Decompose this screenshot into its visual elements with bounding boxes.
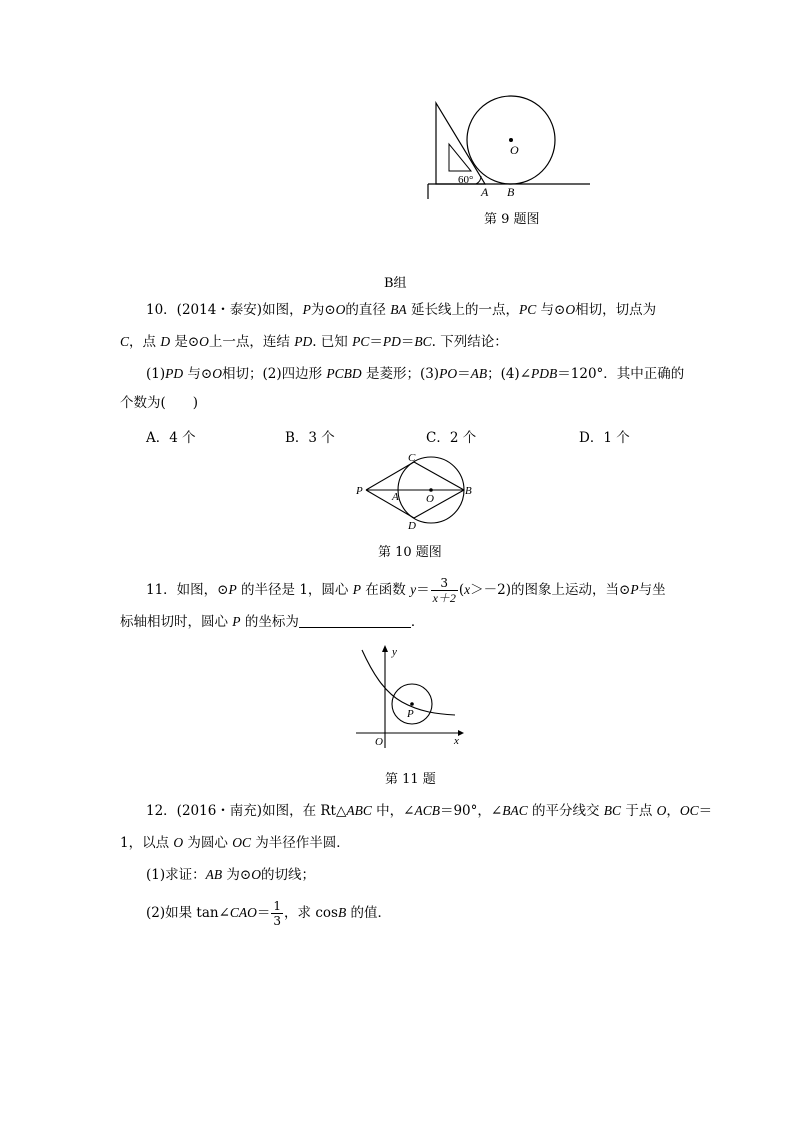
q12-sub-2: (2)如果 tan∠CAO＝ $\frac{1}{3}$ ，求 cosB 的值． (146, 899, 392, 928)
figure-9 (420, 95, 600, 205)
fig10-label-b: B (465, 485, 472, 497)
q10-line-4: 个数为( ) (120, 395, 199, 411)
q11-answer-blank[interactable] (299, 613, 411, 628)
figure-9-diagram (420, 95, 600, 205)
q12-line-1: 12．(2016・南充)如图，在 Rt△ABC 中，∠ACB＝90°，∠BAC 的平分线交 BC 于点 O，OC＝ (146, 803, 713, 819)
fig11-label-p: P (407, 708, 414, 720)
group-b-heading: B组 (384, 276, 407, 291)
fig10-label-c: C (408, 452, 416, 464)
q12-fraction: $\frac{1}{3}$ (273, 899, 282, 928)
fig9-label-a: A (481, 185, 489, 199)
fig10-label-d: D (408, 520, 416, 532)
fig10-label-a: A (392, 491, 399, 503)
fig10-label-o: O (426, 493, 434, 505)
figure-11 (352, 642, 467, 752)
q12-sub-1: (1)求证：AB 为⊙O的切线； (146, 867, 315, 883)
fig9-label-b: B (507, 185, 515, 199)
fig11-label-y: y (392, 646, 397, 658)
fig11-label-x: x (454, 735, 459, 747)
q10-line-1: 10．(2014・泰安)如图，P为⊙O的直径 BA 延长线上的一点，PC 与⊙O相切，切点为 (146, 302, 657, 318)
fig9-label-o: O (510, 143, 519, 157)
q10-option-c: C．2 个 (426, 430, 477, 446)
figure-11-caption: 第 11 题 (385, 772, 436, 787)
q10-option-a: A．4 个 (146, 430, 196, 446)
q10-line-2: C，点 D 是⊙O上一点，连结 PD. 已知 PC＝PD＝BC. 下列结论： (120, 334, 508, 350)
figure-11-diagram (352, 642, 467, 752)
figure-10-diagram (352, 452, 477, 532)
q11-line-1: 11．如图，⊙P 的半径是 1，圆心 P 在函数 y＝ $\frac{3}{x+2}$ (x＞－2)的图象上运动，当⊙P与坐 (146, 576, 666, 605)
q11-line-2: 标轴相切时，圆心 P 的坐标为 ． (120, 614, 425, 630)
figure-10 (352, 452, 477, 532)
q11-fraction: $\frac{3}{x+2}$ (432, 576, 456, 605)
fig9-angle-label: 60° (458, 174, 474, 186)
q10-option-d: D．1 个 (579, 430, 630, 446)
figure-9-caption: 第 9 题图 (484, 212, 540, 227)
q10-option-b: B．3 个 (285, 430, 335, 446)
q10-line-3: (1)PD 与⊙O相切；(2)四边形 PCBD 是菱形；(3)PO＝AB；(4)∠PDB＝120°．其中正确的 (146, 366, 685, 382)
q12-line-2: 1，以点 O 为圆心 OC 为半径作半圆． (120, 835, 350, 851)
fig11-label-o: O (375, 736, 383, 748)
figure-10-caption: 第 10 题图 (378, 545, 442, 560)
fig10-label-p: P (356, 485, 363, 497)
